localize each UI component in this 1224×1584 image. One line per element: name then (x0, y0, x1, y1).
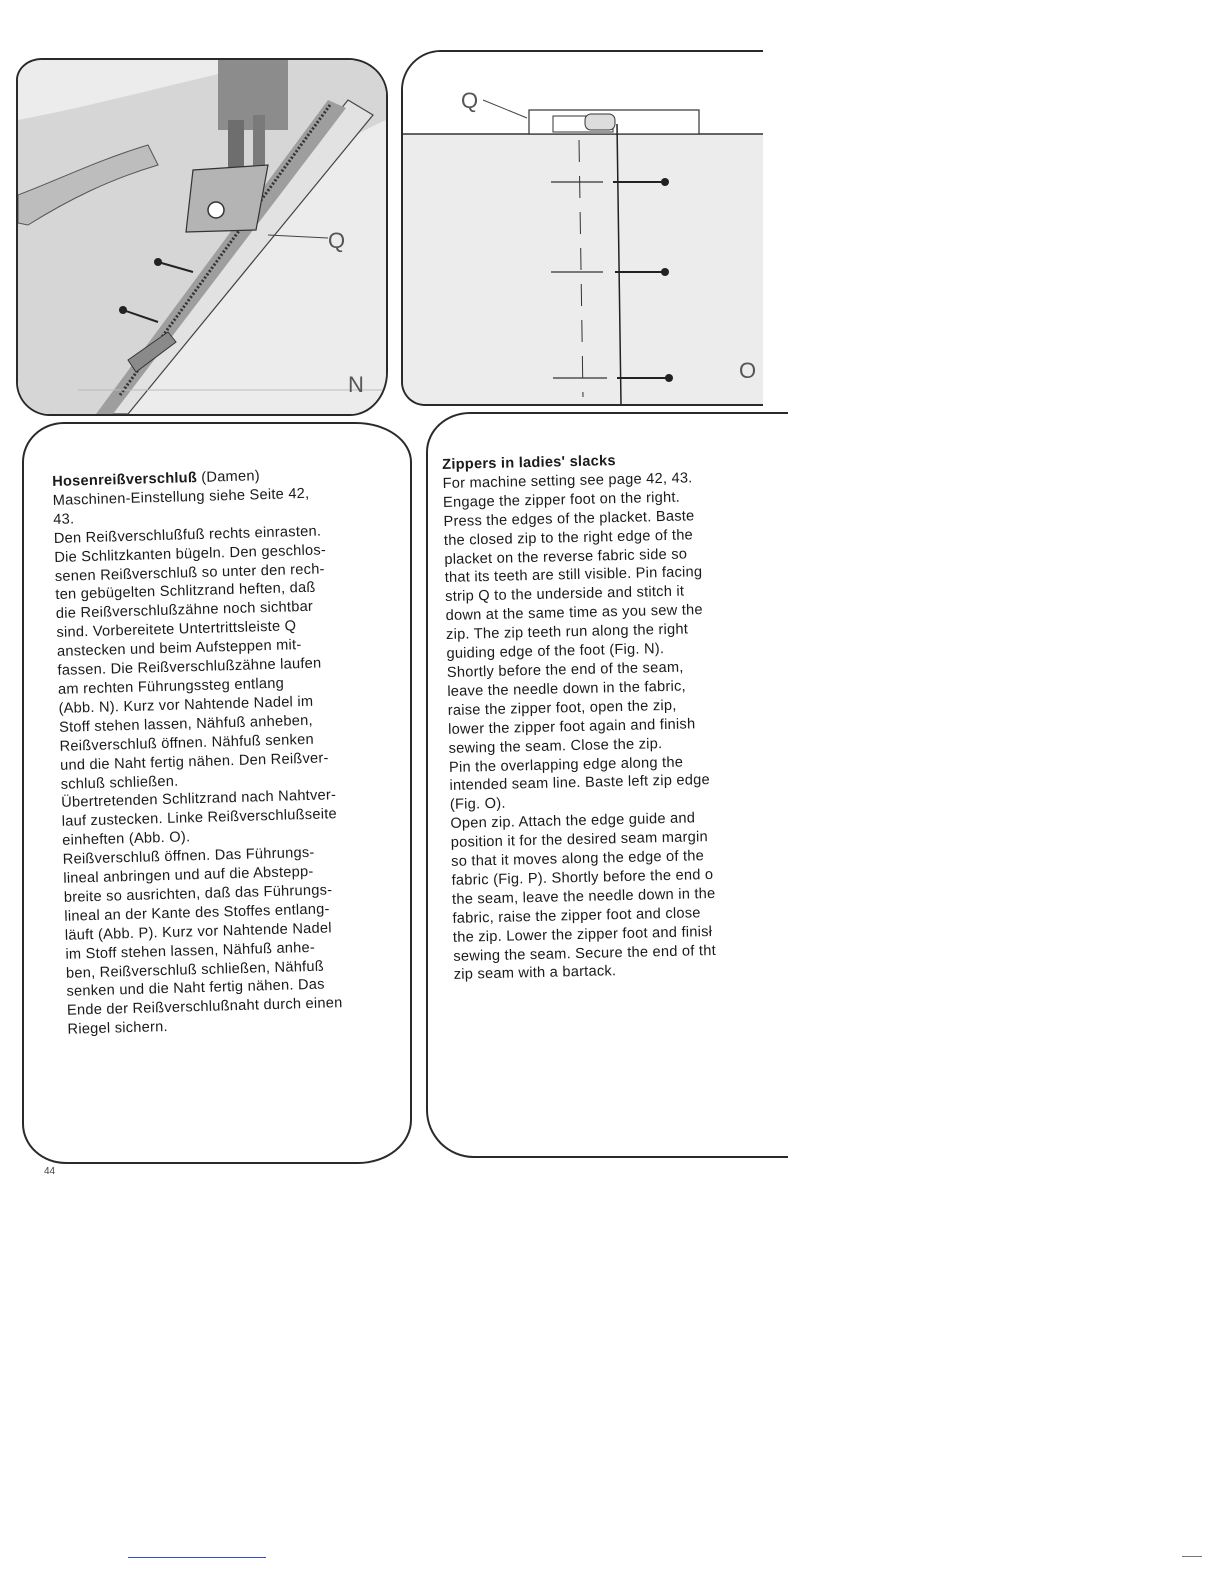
page-number: 44 (44, 1166, 56, 1177)
footer-rule (128, 1557, 266, 1558)
figure-n (16, 58, 388, 416)
german-title: Hosenreißverschluß (52, 469, 198, 490)
fig-n-letter: N (348, 372, 364, 397)
fig-n-callout-q: Q (328, 228, 346, 253)
german-instructions-panel (22, 422, 412, 1164)
english-body: For machine setting see page 42, 43. Engage the zipper foot on the right. Press the edges of the placket. Baste the closed zip to the right edge of the placket on the reverse fabric side so that its teeth are still visible. Pin facing strip Q to the underside and stitch it down at the same time as you sew the zip. The zip teeth run along the right guiding edge of the foot (Fig. N). Shortly before the end of the seam, leave the needle down in the fabric, raise the zipper foot, open the zip, lower the zipper foot again and finish sewing the seam. Close the zip. Pin the overlapping edge along the intended seam line. Baste left zip edge (Fig. O). Open zip. Attach the edge guide and position it for the desired seam margin so that it moves along the edge of the fabric (Fig. P). Shortly before the end o the seam, leave the needle down in the fabric, raise the zipper foot and close the zip. Lower the zipper foot and finisł sewing the seam. Secure the end of tht zip seam with a bartack. (442, 470, 717, 984)
german-text-block (52, 464, 408, 1040)
corner-mark (1182, 1556, 1202, 1557)
english-instructions-panel (426, 412, 788, 1158)
german-body: Maschinen-Einstellung siehe Seite 42, 43. Den Reißverschlußfuß rechts einrasten. Die Schlitzkanten bügeln. Den geschlos- senen Reißverschluß so unter den rech- ten gebügelten Schlitzrand heften, daß die Reißverschlußzähne noch sichtbar sind. Vorbereitete Untertrittsleiste Q anstecken und beim Aufsteppen mit- fassen. Die Reißverschlußzähne laufen am rechten Führungssteg entlang (Abb. N). Kurz vor Nahtende Nadel im Stoff stehen lassen, Nähfuß anheben, Reißverschluß öffnen. Nähfuß senken und die Naht fertig nähen. Den Reißver- schluß schließen. Übertretenden Schlitzrand nach Nahtver- lauf zustecken. Linke Reißverschlußseite einheften (Abb. O). Reißverschluß öffnen. Das Führungs- lineal anbringen und auf die Abstepp- breite so ausrichten, daß das Führungs- lineal an der Kante des Stoffes entlang- läuft (Abb. P). Kurz vor Nahtende Nadel im Stoff stehen lassen, Nähfuß anhe- ben, Reißverschluß schließen, Nähfuß senken und die Naht fertig nähen. Das Ende der Reißverschlußnaht durch einen Riegel sichern. (52, 485, 343, 1039)
german-subtitle: (Damen) (201, 468, 261, 486)
english-text-block (442, 449, 784, 986)
english-title: Zippers in ladies' slacks (442, 453, 616, 473)
fig-o-letter: O (739, 358, 757, 383)
figure-o-drawing (403, 52, 763, 404)
figure-o (401, 50, 763, 406)
fig-o-callout-q: Q (461, 88, 479, 113)
